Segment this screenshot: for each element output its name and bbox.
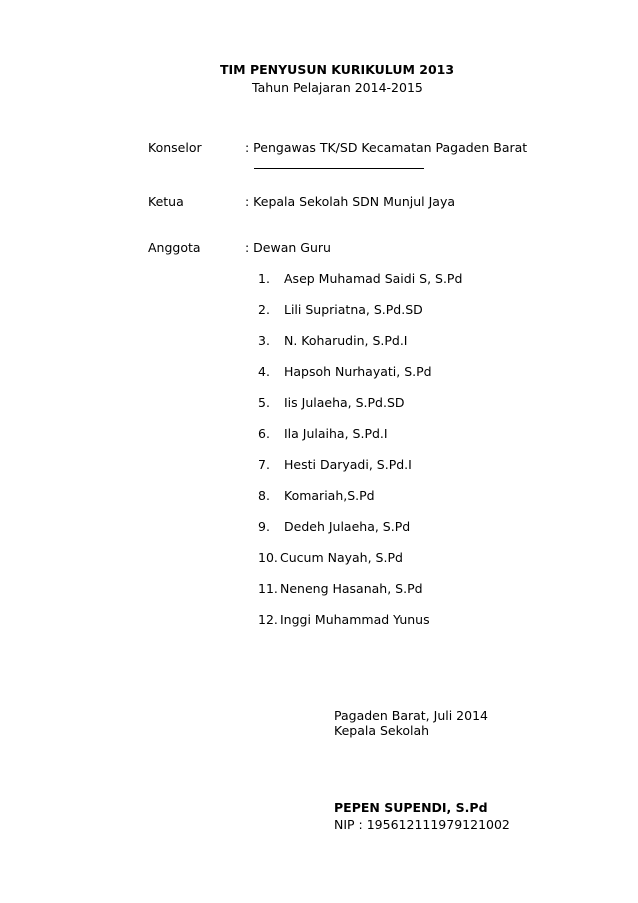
member-number: 5. (258, 395, 270, 410)
member-number: 9. (258, 519, 270, 534)
anggota-value: : Dewan Guru (245, 240, 331, 255)
ketua-label: Ketua (148, 194, 184, 209)
member-number: 7. (258, 457, 270, 472)
member-name: Iis Julaeha, S.Pd.SD (284, 395, 405, 410)
member-name: Inggi Muhammad Yunus (280, 612, 430, 627)
signature-name: PEPEN SUPENDI, S.Pd (334, 800, 488, 815)
member-name: Neneng Hasanah, S.Pd (280, 581, 423, 596)
member-number: 1. (258, 271, 270, 286)
member-number: 8. (258, 488, 270, 503)
member-name: Cucum Nayah, S.Pd (280, 550, 403, 565)
member-name: Komariah,S.Pd (284, 488, 375, 503)
member-number: 2. (258, 302, 270, 317)
member-name: Dedeh Julaeha, S.Pd (284, 519, 411, 534)
member-name: Lili Supriatna, S.Pd.SD (284, 302, 423, 317)
member-number: 11. (258, 581, 278, 596)
konselor-underline (254, 168, 424, 169)
ketua-value: : Kepala Sekolah SDN Munjul Jaya (245, 194, 456, 209)
document-subtitle: Tahun Pelajaran 2014-2015 (252, 80, 423, 95)
member-number: 6. (258, 426, 270, 441)
member-name: Ila Julaiha, S.Pd.I (284, 426, 388, 441)
member-name: Hesti Daryadi, S.Pd.I (284, 457, 412, 472)
member-name: Asep Muhamad Saidi S, S.Pd (284, 271, 463, 286)
member-name: N. Koharudin, S.Pd.I (284, 333, 408, 348)
anggota-label: Anggota (148, 240, 201, 255)
signature-nip: NIP : 195612111979121002 (334, 817, 510, 832)
signature-position: Kepala Sekolah (334, 723, 430, 738)
konselor-value: : Pengawas TK/SD Kecamatan Pagaden Barat (245, 140, 528, 155)
member-number: 10. (258, 550, 278, 565)
member-number: 3. (258, 333, 270, 348)
member-name: Hapsoh Nurhayati, S.Pd (284, 364, 432, 379)
member-number: 4. (258, 364, 270, 379)
signature-place-date: Pagaden Barat, Juli 2014 (334, 708, 488, 723)
document-title: TIM PENYUSUN KURIKULUM 2013 (220, 62, 455, 77)
member-number: 12. (258, 612, 278, 627)
konselor-label: Konselor (148, 140, 202, 155)
